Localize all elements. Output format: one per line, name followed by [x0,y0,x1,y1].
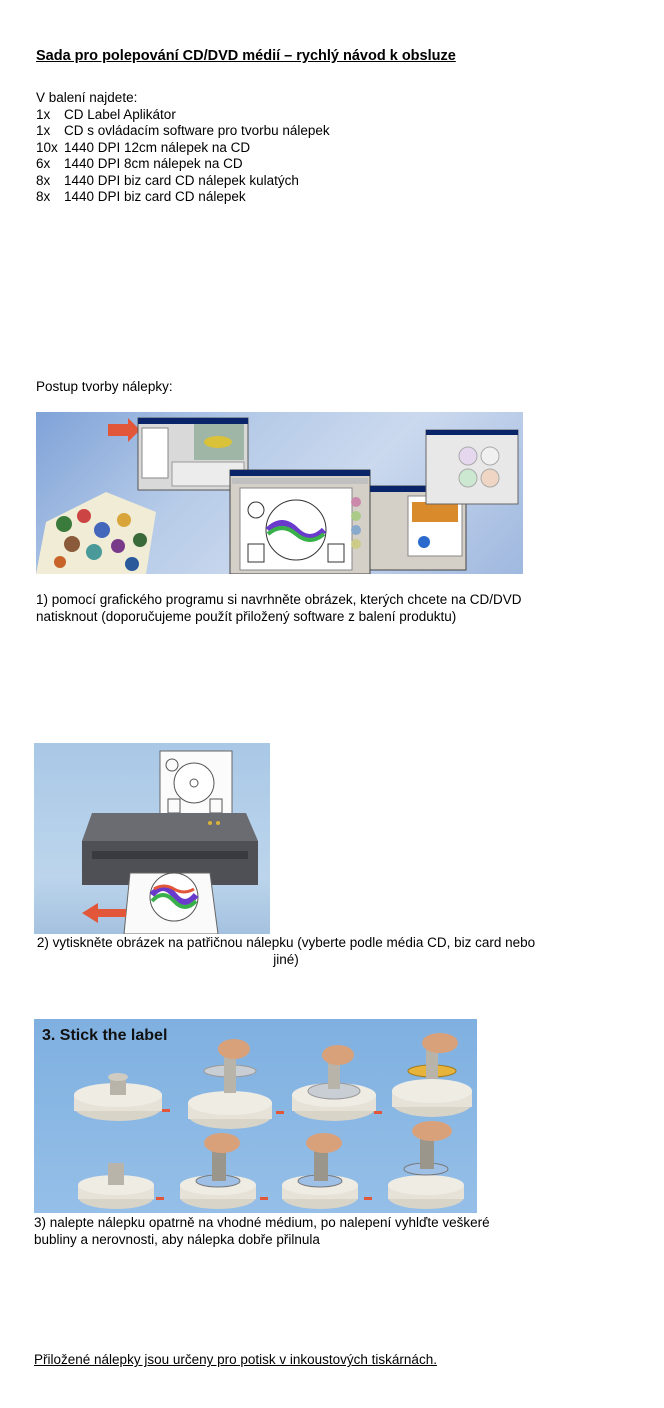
document-title: Sada pro polepování CD/DVD médií – rychlý návod k obsluze [36,48,456,64]
contents-heading: V balení najdete: [36,90,138,105]
software-screenshot-illustration [36,412,523,574]
procedure-heading: Postup tvorby nálepky: [36,379,173,394]
step-2-text: 2) vytiskněte obrázek na patřičnou nálepku (vyberte podle média CD, biz card nebo jiné) [36,935,536,967]
list-item: 8x 1440 DPI biz card CD nálepek kulatých [36,172,299,188]
step-1-text: 1) pomocí grafického programu si navrhněte obrázek, kterých chcete na CD/DVD natisknout (doporučujeme použít přiložený software z balení produktu) [36,592,522,624]
list-item: 1x CD s ovládacím software pro tvorbu nálepek [36,123,330,138]
list-item: 6x 1440 DPI 8cm nálepek na CD [36,156,243,171]
list-item: 10x 1440 DPI 12cm nálepek na CD [36,139,251,155]
stick-label-illustration [34,1019,477,1213]
illustration-caption: 3. Stick the label [42,1027,168,1044]
footer-note: Přiložené nálepky jsou určeny pro potisk v inkoustových tiskárnách. [34,1352,437,1367]
list-item: 8x 1440 DPI biz card CD nálepek [36,189,246,204]
step-3-text: 3) nalepte nálepku opatrně na vhodné médium, po nalepení vyhlďte veškeré bubliny a nerovnosti, aby nálepka dobře přilnula [34,1215,490,1247]
printer-illustration [34,743,270,934]
list-item: 1x CD Label Aplikátor [36,106,176,122]
package-contents [36,90,330,206]
